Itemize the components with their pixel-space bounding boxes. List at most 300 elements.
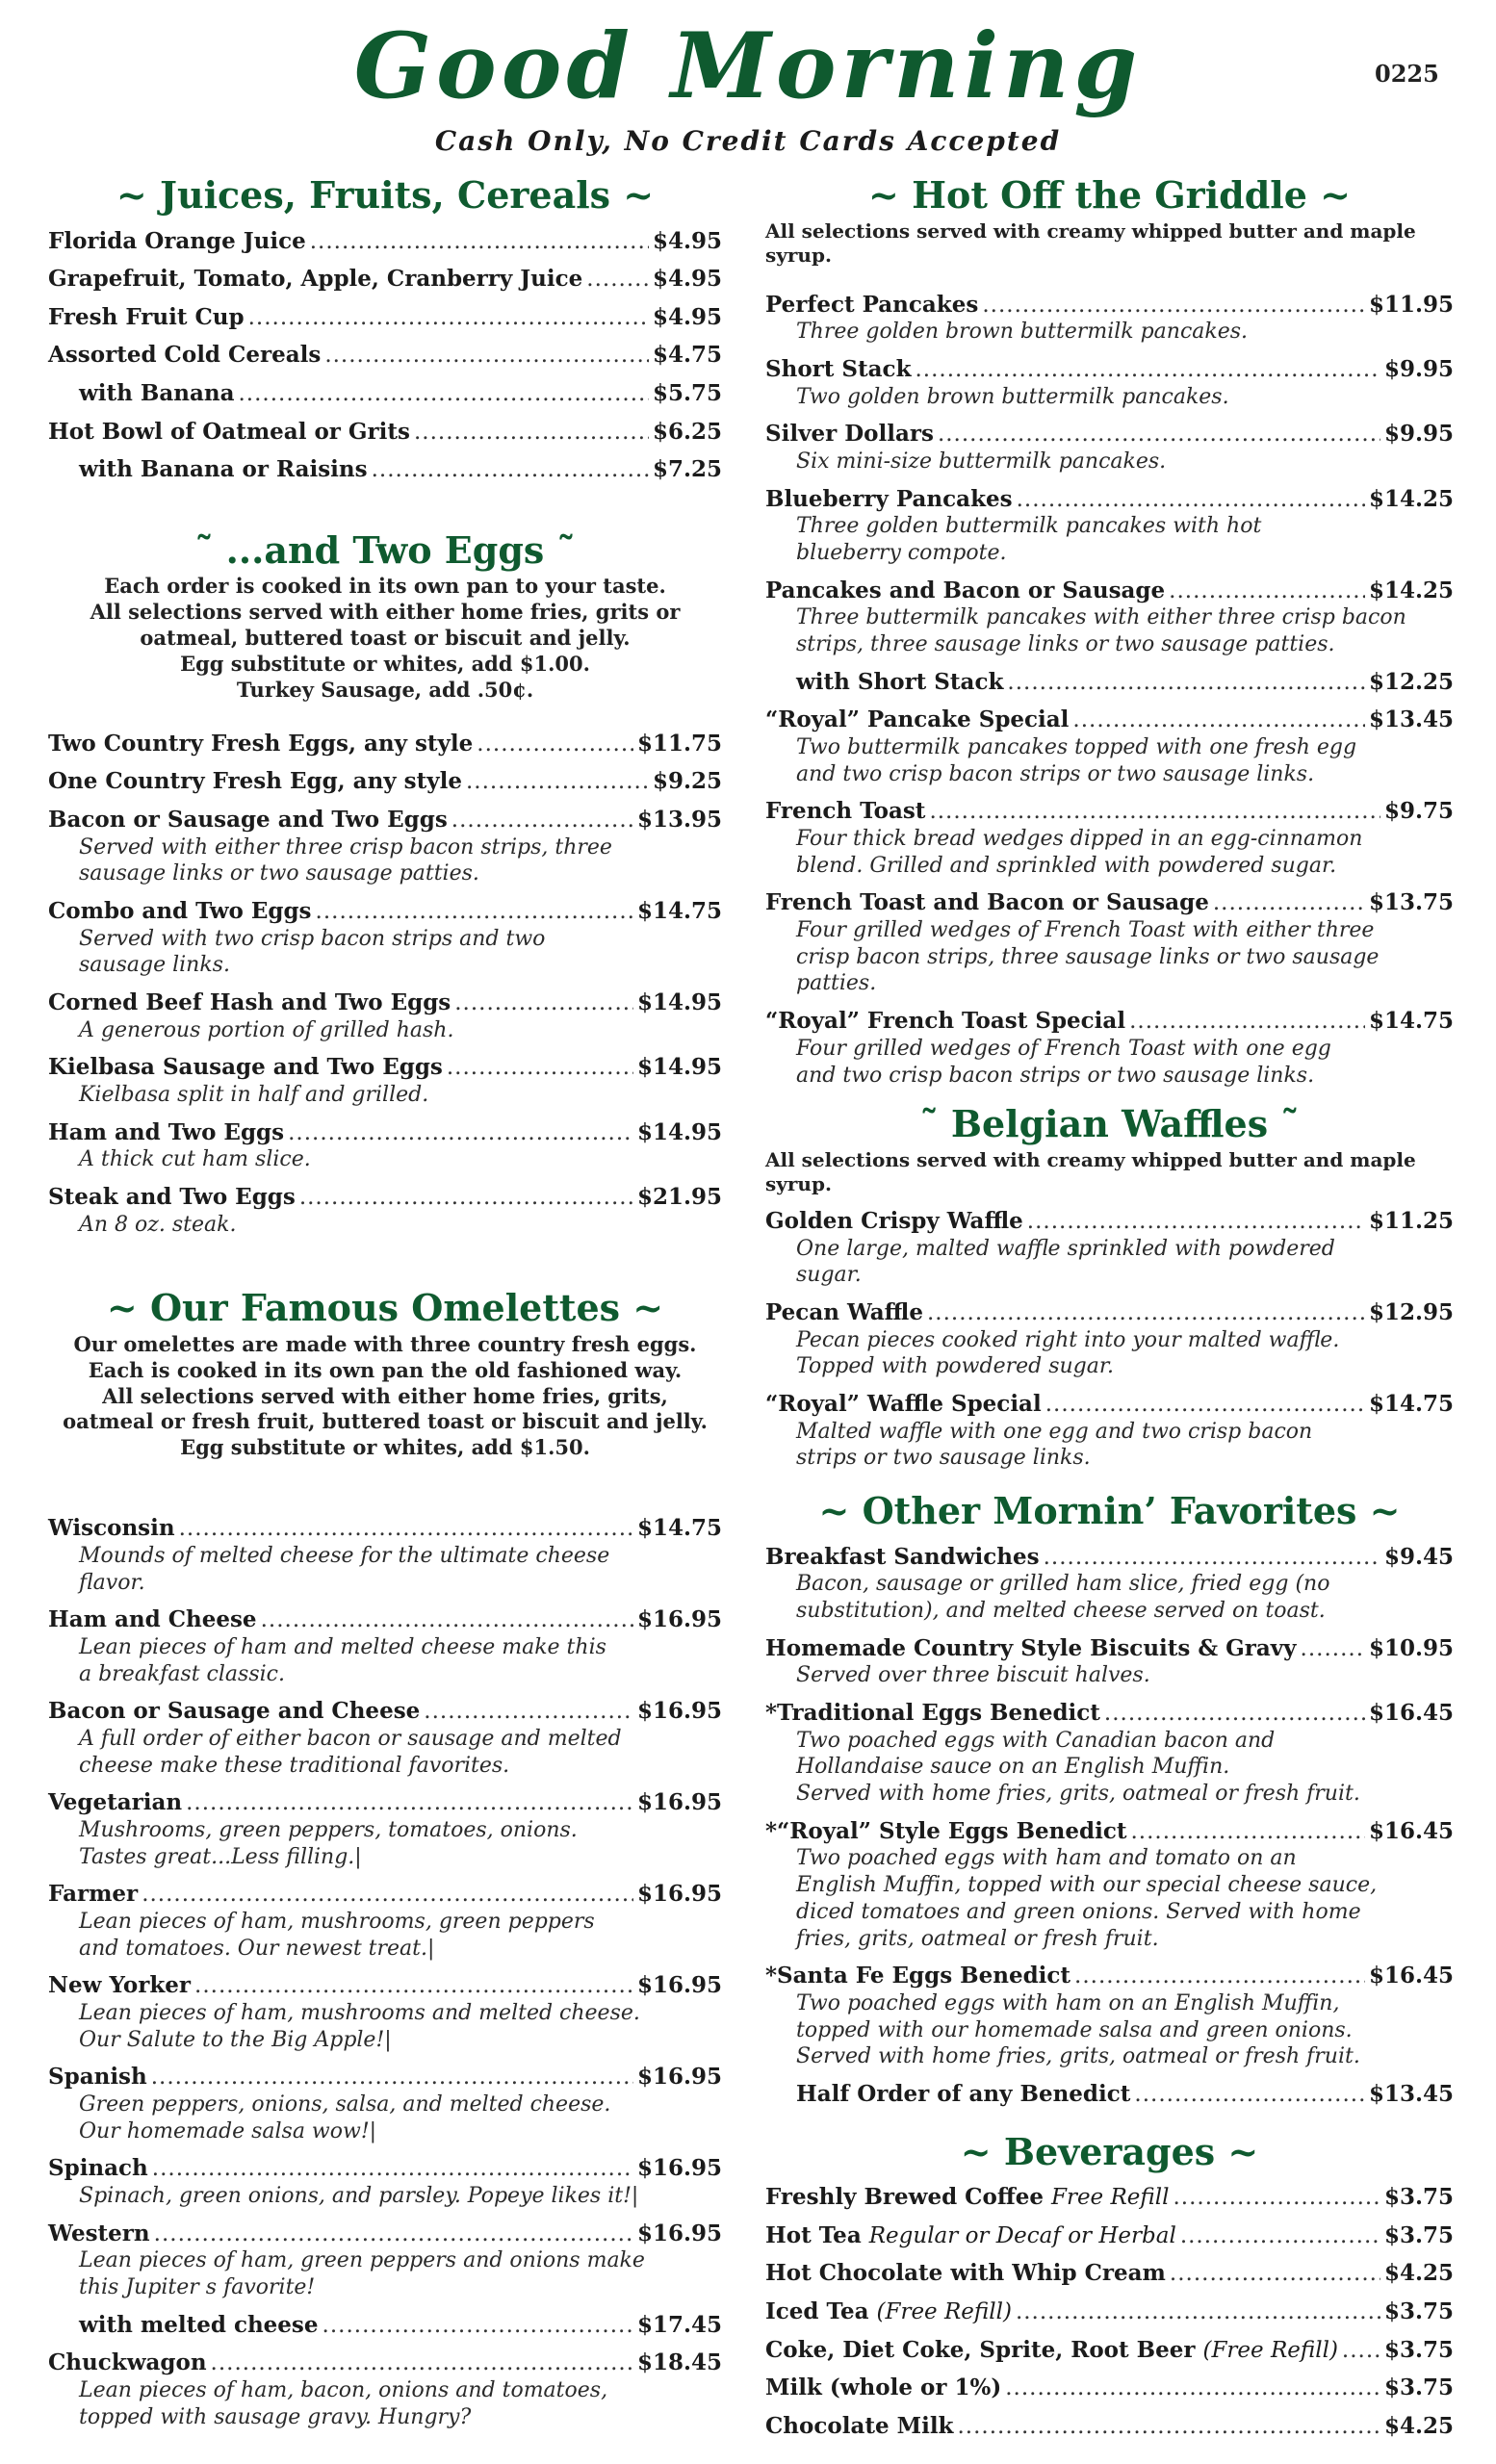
item-row — [48, 768, 722, 796]
item-row — [765, 2413, 1454, 2441]
menu-item — [48, 1972, 722, 2053]
item-price: $10.95 — [1368, 1634, 1454, 1661]
leader-dots — [248, 305, 649, 332]
item-price: $14.95 — [636, 988, 722, 1015]
leader-dots — [1130, 1819, 1365, 1846]
leader-dots — [154, 2221, 633, 2248]
leader-dots — [1134, 2082, 1365, 2109]
menu-title: Good Morning — [353, 13, 1143, 119]
item-row — [48, 2312, 722, 2340]
item-description: Two poached eggs with ham and tomato on an English Muffin, topped with our special cheese sauce, diced tomatoes and green onions. Served with home fries, grits, oatmeal or fresh fruit. — [796, 1846, 1378, 1951]
item-row — [48, 419, 722, 447]
item-row — [765, 421, 1454, 449]
menu-item — [765, 889, 1454, 997]
item-row — [48, 380, 722, 408]
item-note: Free Refill — [1050, 2185, 1170, 2211]
menu-item — [48, 1881, 722, 1962]
menu-item — [765, 421, 1454, 475]
leader-dots — [929, 799, 1380, 826]
leader-dots — [982, 293, 1365, 320]
leader-dots — [1170, 2261, 1380, 2288]
item-name: Florida Orange Juice — [48, 227, 306, 254]
item-price: $21.95 — [636, 1183, 722, 1210]
menu-item — [48, 228, 722, 256]
item-name: Homemade Country Style Biscuits & Gravy — [765, 1634, 1297, 1661]
item-price: $11.75 — [636, 730, 722, 757]
leader-dots — [1213, 890, 1365, 917]
leader-dots — [288, 1120, 633, 1147]
menu-item — [48, 2155, 722, 2209]
item-name: Ham and Cheese — [48, 1606, 257, 1633]
leader-dots — [1027, 1209, 1365, 1236]
item-price: $16.95 — [636, 1698, 722, 1725]
item-name: Assorted Cold Cereals — [48, 342, 322, 369]
item-name: Blueberry Pancakes — [765, 485, 1013, 512]
item-price: $13.45 — [1368, 2081, 1454, 2107]
item-row — [765, 669, 1454, 697]
menu-item — [765, 578, 1454, 658]
item-description: Three buttermilk pancakes with either three crisp bacon strips, three sausage links or two sausage patties. — [796, 605, 1406, 657]
item-price: $16.95 — [636, 2220, 722, 2246]
leader-dots — [1016, 2299, 1380, 2326]
item-row — [48, 456, 722, 484]
item-description: Green peppers, onions, salsa, and melted cheese. Our homemade salsa wow!| — [79, 2092, 611, 2143]
item-price: $16.95 — [636, 1789, 722, 1816]
item-price: $11.95 — [1368, 291, 1454, 318]
leader-dots — [1044, 1545, 1380, 1572]
item-name: with Banana or Raisins — [79, 456, 368, 483]
menu-item — [48, 380, 722, 408]
item-description: Spinach, green onions, and parsley. Popeye likes it!| — [79, 2184, 639, 2208]
menu-item — [765, 1391, 1454, 1472]
leader-dots — [1342, 2338, 1380, 2365]
item-row — [48, 266, 722, 294]
item-price: $14.25 — [1368, 485, 1454, 512]
item-name: Combo and Two Eggs — [48, 897, 312, 924]
menu-item — [765, 1963, 1454, 2070]
item-price: $13.95 — [636, 806, 722, 833]
menu-item — [48, 807, 722, 887]
item-name: Half Order of any Benedict — [796, 2081, 1131, 2107]
item-row — [48, 989, 722, 1017]
item-price: $16.95 — [636, 1606, 722, 1633]
item-description: Four thick bread wedges dipped in an egg-cinnamon blend. Grilled and sprinkled with powdered sugar. — [796, 827, 1363, 878]
item-row — [765, 1818, 1454, 1846]
item-price: $12.95 — [1368, 1299, 1454, 1326]
leader-dots — [299, 1185, 633, 1212]
item-name: Kielbasa Sausage and Two Eggs — [48, 1054, 443, 1081]
item-name: Ham and Two Eggs — [48, 1118, 285, 1145]
menu-item — [765, 669, 1454, 697]
section-title: ~ Juices, Fruits, Cereals ~ — [116, 173, 655, 217]
item-name: “Royal” Pancake Special — [765, 706, 1070, 733]
item-row — [48, 2064, 722, 2092]
item-name: Spinach — [48, 2155, 148, 2182]
item-description: Three golden brown buttermilk pancakes. — [796, 320, 1249, 345]
leader-dots — [316, 899, 633, 926]
item-row — [48, 807, 722, 834]
menu-item — [48, 342, 722, 370]
item-row — [765, 486, 1454, 514]
item-price: $4.25 — [1383, 2412, 1454, 2439]
item-price: $14.75 — [1368, 1008, 1454, 1035]
item-description: A full order of either bacon or sausage and melted cheese make these traditional favorites. — [79, 1726, 622, 1778]
item-row — [765, 578, 1454, 605]
leader-dots — [477, 732, 633, 758]
item-description: Lean pieces of ham, bacon, onions and tomatoes, topped with sausage gravy. Hungry? — [79, 2377, 608, 2429]
leader-dots — [1007, 670, 1365, 697]
item-row — [48, 1789, 722, 1817]
item-description: Kielbasa split in half and grilled. — [79, 1082, 429, 1107]
menu-item — [48, 898, 722, 979]
item-price: $11.25 — [1368, 1208, 1454, 1234]
section-title: ~ Beverages ~ — [960, 2129, 1259, 2173]
item-description: Pecan pieces cooked right into your malted waffle. Topped with powdered sugar. — [796, 1327, 1340, 1379]
leader-dots — [186, 1790, 633, 1817]
item-name: Hot Chocolate with Whip Cream — [765, 2260, 1166, 2287]
item-name: Hot Tea Regular or Decaf or Herbal — [765, 2221, 1176, 2248]
item-description: Bacon, sausage or grilled ham slice, fried egg (no substitution), and melted cheese served on toast. — [796, 1572, 1330, 1623]
item-description: Lean pieces of ham, mushrooms and melted cheese. Our Salute to the Big Apple!| — [79, 2000, 640, 2052]
item-price: $4.95 — [652, 266, 722, 293]
menu-item — [48, 2064, 722, 2144]
item-price: $4.75 — [652, 342, 722, 369]
section-title: ˜ Belgian Waffles ˜ — [919, 1102, 1300, 1146]
item-row — [48, 1881, 722, 1909]
leader-dots — [238, 381, 648, 408]
item-name: Vegetarian — [48, 1789, 183, 1816]
item-row — [765, 1635, 1454, 1663]
leader-dots — [927, 1300, 1365, 1327]
item-row — [48, 898, 722, 926]
item-description: Four grilled wedges of French Toast with either three crisp bacon strips, three sausage links or two sausage patties. — [796, 918, 1380, 996]
item-row — [765, 356, 1454, 384]
item-price: $3.75 — [1383, 2374, 1454, 2401]
item-name: Iced Tea (Free Refill) — [765, 2297, 1012, 2324]
item-price: $16.95 — [636, 1881, 722, 1908]
leader-dots — [324, 343, 649, 370]
menu-item — [765, 292, 1454, 346]
item-price: $16.45 — [1368, 1963, 1454, 1989]
item-description: Mounds of melted cheese for the ultimate cheese flavor. — [79, 1543, 610, 1595]
item-name: “Royal” French Toast Special — [765, 1008, 1126, 1035]
menu-item — [765, 1299, 1454, 1380]
item-description: Four grilled wedges of French Toast with one egg and two crisp bacon strips or two sausage links. — [796, 1036, 1331, 1088]
leader-dots — [958, 2414, 1380, 2441]
menu-item — [765, 1700, 1454, 1808]
left-column — [48, 173, 722, 2430]
item-description: Two buttermilk pancakes topped with one fresh egg and two crisp bacon strips or two sausage links. — [796, 734, 1357, 786]
item-row — [48, 2220, 722, 2248]
menu-item — [765, 486, 1454, 567]
item-name: Breakfast Sandwiches — [765, 1543, 1040, 1570]
item-description: Two golden brown buttermilk pancakes. — [796, 384, 1229, 409]
section-note: All selections served with creamy whipped butter and maple syrup. — [765, 218, 1416, 268]
leader-dots — [414, 420, 649, 447]
section-title: ˜ ...and Two Eggs ˜ — [194, 527, 576, 572]
leader-dots — [1045, 1392, 1365, 1419]
item-name: Milk (whole or 1%) — [765, 2374, 1002, 2401]
menu-item — [765, 1635, 1454, 1689]
menu-section — [48, 1286, 722, 2430]
leader-dots — [1005, 2375, 1380, 2402]
item-name: Short Stack — [765, 356, 912, 383]
leader-dots — [322, 2313, 633, 2340]
item-name: with Short Stack — [796, 668, 1004, 695]
section-note: Each order is cooked in its own pan to your taste. All selections served with either home fries, grits or oatmeal, buttered toast or biscuit and jelly. Egg substitute or whites, add $1.00. Turkey Sausage, add .50¢. — [90, 574, 681, 702]
item-price: $16.45 — [1368, 1700, 1454, 1727]
menu-section — [48, 528, 722, 1238]
item-description: Malted waffle with one egg and two crisp bacon strips or two sausage links. — [796, 1419, 1313, 1471]
item-row — [48, 2155, 722, 2183]
item-description: Mushrooms, green peppers, tomatoes, onions. Tastes great...Less filling.| — [79, 1817, 578, 1869]
item-name: Silver Dollars — [765, 421, 934, 448]
menu-item — [48, 1184, 722, 1238]
leader-dots — [466, 769, 649, 796]
item-price: $6.25 — [652, 418, 722, 445]
item-price: $17.45 — [636, 2311, 722, 2338]
item-row — [765, 1544, 1454, 1572]
section-note: All selections served with creamy whipped butter and maple syrup. — [765, 1147, 1416, 1196]
item-description: Six mini-size buttermilk pancakes. — [796, 449, 1167, 474]
item-name: Farmer — [48, 1881, 139, 1908]
menu-item — [48, 989, 722, 1043]
leader-dots — [142, 1882, 633, 1909]
menu-item — [765, 2184, 1454, 2212]
menu-item — [765, 356, 1454, 410]
menu-item — [765, 2298, 1454, 2326]
menu-item — [765, 1008, 1454, 1089]
menu-item — [48, 1606, 722, 1687]
item-description: A generous portion of grilled hash. — [79, 1017, 454, 1042]
item-price: $16.45 — [1368, 1817, 1454, 1844]
menu-item — [48, 1054, 722, 1108]
item-row — [765, 706, 1454, 734]
item-note: Regular or Decaf or Herbal — [868, 2222, 1176, 2248]
item-description: Two poached eggs with ham on an English Muffin, topped with our homemade salsa and green onions. Served with home fries, grits, oatmeal or fresh fruit. — [796, 1990, 1360, 2069]
item-description: An 8 oz. steak. — [79, 1212, 237, 1237]
leader-dots — [451, 808, 633, 834]
menu-item — [48, 2312, 722, 2340]
item-description: One large, malted waffle sprinkled with powdered sugar. — [796, 1236, 1335, 1288]
item-row — [765, 2374, 1454, 2402]
item-row — [48, 1698, 722, 1726]
item-price: $9.45 — [1383, 1543, 1454, 1570]
item-price: $9.95 — [1383, 356, 1454, 383]
menu-section — [765, 1102, 1454, 1472]
item-row — [765, 798, 1454, 826]
leader-dots — [1074, 1964, 1365, 1990]
item-price: $3.75 — [1383, 2336, 1454, 2363]
item-price: $14.95 — [636, 1054, 722, 1081]
section-title: ~ Our Famous Omelettes ~ — [106, 1286, 664, 1330]
item-row — [765, 889, 1454, 917]
item-note: (Free Refill) — [876, 2298, 1012, 2324]
menu-item — [48, 768, 722, 796]
leader-dots — [1180, 2223, 1380, 2250]
section-title: ~ Other Mornin’ Favorites ~ — [818, 1489, 1401, 1533]
leader-dots — [424, 1699, 633, 1726]
menu-item — [765, 1818, 1454, 1952]
item-name: Perfect Pancakes — [765, 291, 979, 318]
menu-item — [765, 2081, 1454, 2109]
leader-dots — [1104, 1701, 1365, 1728]
leader-dots — [211, 2350, 633, 2377]
menu-code: 0225 — [1375, 60, 1439, 88]
item-name: New Yorker — [48, 1972, 192, 1999]
menu-item — [765, 2337, 1454, 2365]
menu-section — [765, 2130, 1454, 2441]
leader-dots — [194, 1973, 633, 2000]
item-name: *“Royal” Style Eggs Benedict — [765, 1817, 1127, 1844]
item-row — [765, 1700, 1454, 1728]
item-row — [765, 2081, 1454, 2109]
section-note: Our omelettes are made with three country fresh eggs. Each is cooked in its own pan the old fashioned way. All selections served with either home fries, grits, oatmeal or fresh fruit, buttered toast or biscuit and jelly. Egg substitute or whites, add $1.50. — [63, 1331, 708, 1460]
item-price: $3.75 — [1383, 2184, 1454, 2211]
menu-item — [48, 1698, 722, 1779]
menu-item — [48, 1119, 722, 1173]
item-description: Three golden buttermilk pancakes with hot blueberry compote. — [796, 514, 1262, 566]
item-description: A thick cut ham slice. — [79, 1147, 311, 1172]
item-row — [48, 304, 722, 332]
item-name: Golden Crispy Waffle — [765, 1208, 1023, 1234]
item-name: French Toast and Bacon or Sausage — [765, 889, 1209, 916]
item-row — [765, 1008, 1454, 1036]
item-note: (Free Refill) — [1202, 2337, 1338, 2363]
item-name: French Toast — [765, 798, 926, 825]
item-name: Chuckwagon — [48, 2349, 207, 2376]
menu-section — [765, 173, 1454, 1089]
item-description: Two poached eggs with Canadian bacon and Hollandaise sauce on an English Muffin. Served with home fries, grits, oatmeal or fresh fruit. — [796, 1728, 1360, 1807]
item-price: $3.75 — [1383, 2221, 1454, 2248]
menu-item — [765, 1544, 1454, 1625]
item-description: Lean pieces of ham, green peppers and onions make this Jupiter s favorite! — [79, 2248, 645, 2300]
item-row — [765, 2184, 1454, 2212]
item-row — [765, 2337, 1454, 2365]
item-name: Steak and Two Eggs — [48, 1183, 296, 1210]
item-row — [48, 1184, 722, 1212]
item-price: $4.95 — [652, 227, 722, 254]
item-name: Fresh Fruit Cup — [48, 303, 245, 330]
menu-item — [765, 1208, 1454, 1289]
leader-dots — [310, 229, 649, 256]
item-price: $16.95 — [636, 2064, 722, 2091]
item-row — [765, 1299, 1454, 1327]
menu-item — [765, 2374, 1454, 2402]
item-name: One Country Fresh Egg, any style — [48, 768, 462, 795]
item-description: Served with either three crisp bacon strips, three sausage links or two sausage patties. — [79, 834, 612, 886]
item-price: $12.25 — [1368, 668, 1454, 695]
menu-item — [48, 2220, 722, 2301]
menu-item — [765, 798, 1454, 879]
item-price: $5.75 — [652, 379, 722, 406]
menu-item — [48, 2349, 722, 2430]
item-price: $18.45 — [636, 2349, 722, 2376]
item-price: $3.75 — [1383, 2297, 1454, 2324]
leader-dots — [938, 422, 1380, 449]
leader-dots — [586, 267, 649, 294]
menu-item — [48, 266, 722, 294]
item-price: $4.25 — [1383, 2260, 1454, 2287]
leader-dots — [179, 1516, 633, 1543]
section-title: ~ Hot Off the Griddle ~ — [868, 173, 1351, 217]
leader-dots — [1169, 578, 1365, 605]
item-name: with Banana — [79, 379, 235, 406]
menu-section — [48, 173, 722, 484]
item-row — [765, 292, 1454, 320]
leader-dots — [152, 2156, 633, 2183]
item-name: Spanish — [48, 2064, 147, 2091]
item-row — [48, 1606, 722, 1634]
item-name: Western — [48, 2220, 150, 2246]
menu-item — [765, 2260, 1454, 2288]
item-name: Coke, Diet Coke, Sprite, Root Beer (Free Refill) — [765, 2336, 1338, 2363]
item-row — [48, 1119, 722, 1147]
item-name: *Santa Fe Eggs Benedict — [765, 1963, 1071, 1989]
item-row — [48, 731, 722, 758]
item-row — [765, 2260, 1454, 2288]
item-price: $16.95 — [636, 1972, 722, 1999]
item-price: $13.45 — [1368, 706, 1454, 733]
item-price: $9.75 — [1383, 798, 1454, 825]
item-row — [48, 1515, 722, 1543]
item-row — [48, 228, 722, 256]
item-description: Served over three biscuit halves. — [796, 1663, 1150, 1688]
item-row — [765, 1391, 1454, 1419]
leader-dots — [1072, 707, 1365, 734]
menu-item — [48, 1789, 722, 1870]
item-name: Pecan Waffle — [765, 1299, 923, 1326]
item-row — [765, 1963, 1454, 1990]
item-price: $7.25 — [652, 456, 722, 483]
item-row — [765, 2222, 1454, 2250]
menu-item — [48, 304, 722, 332]
item-name: Pancakes and Bacon or Sausage — [765, 577, 1166, 603]
leader-dots — [372, 457, 649, 484]
leader-dots — [261, 1607, 633, 1634]
leader-dots — [447, 1055, 633, 1082]
leader-dots — [916, 357, 1380, 384]
item-name: Hot Bowl of Oatmeal or Grits — [48, 418, 410, 445]
right-column — [765, 173, 1454, 2440]
item-price: $9.95 — [1383, 421, 1454, 448]
payment-notice: Cash Only, No Credit Cards Accepted — [434, 125, 1062, 157]
menu-item — [48, 456, 722, 484]
item-description: Lean pieces of ham and melted cheese make this a breakfast classic. — [79, 1634, 606, 1686]
item-price: $13.75 — [1368, 889, 1454, 916]
item-description: Served with two crisp bacon strips and two sausage links. — [79, 926, 546, 978]
item-price: $14.75 — [636, 1515, 722, 1542]
item-name: “Royal” Waffle Special — [765, 1391, 1042, 1418]
item-price: $9.25 — [652, 768, 722, 795]
leader-dots — [1301, 1636, 1365, 1663]
item-name: Two Country Fresh Eggs, any style — [48, 730, 474, 757]
item-name: Corned Beef Hash and Two Eggs — [48, 988, 451, 1015]
item-name: with melted cheese — [79, 2311, 319, 2338]
leader-dots — [1129, 1009, 1365, 1036]
item-row — [765, 2298, 1454, 2326]
item-name: *Traditional Eggs Benedict — [765, 1700, 1100, 1727]
item-name: Wisconsin — [48, 1515, 175, 1542]
menu-section — [765, 1489, 1454, 2109]
item-row — [48, 1054, 722, 1082]
item-name: Bacon or Sausage and Cheese — [48, 1698, 421, 1725]
item-price: $14.25 — [1368, 577, 1454, 603]
item-price: $14.75 — [636, 897, 722, 924]
menu-item — [765, 706, 1454, 787]
menu-item — [48, 731, 722, 758]
item-price: $14.95 — [636, 1118, 722, 1145]
